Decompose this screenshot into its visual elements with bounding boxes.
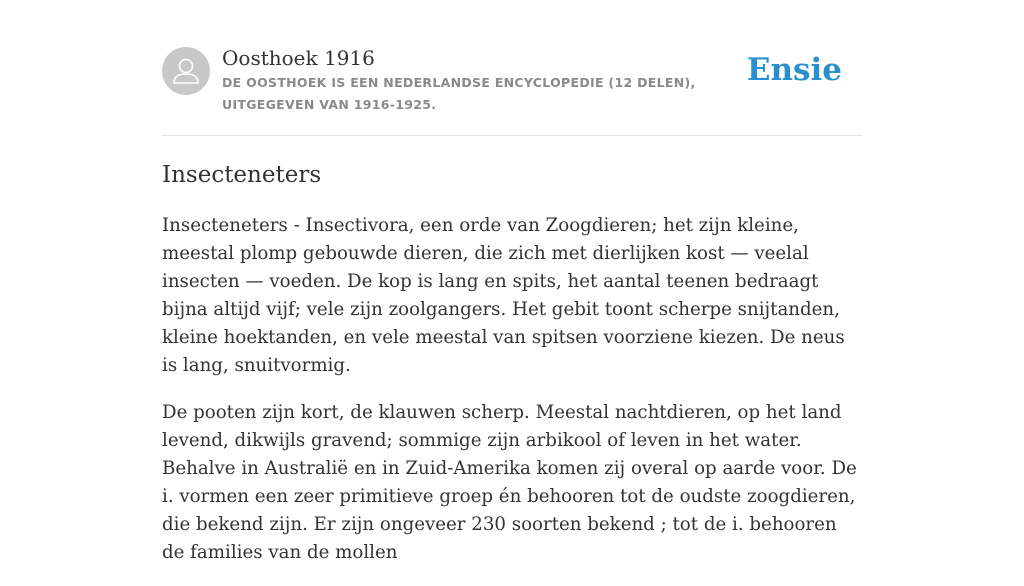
source-name[interactable]: Oosthoek 1916 [222, 46, 375, 70]
entry-title: Insecteneters [162, 162, 322, 188]
entry-body [162, 212, 862, 586]
entry-paragraph: Insecteneters - Insectivora, een orde van Zoogdieren; het zijn kleine, meestal plomp gebouwde dieren, die zich met dierlijken kost — veelal insecten — voeden. De kop is lang en spits, het aantal teenen bedraagt bijna altijd vijf; vele zijn zoolgangers. Het gebit toont scherpe snijtanden, kleine hoektanden, en vele meestal van spitsen voorziene kiezen. De neus is lang, snuitvormig. [162, 215, 845, 376]
user-icon[interactable] [162, 47, 210, 95]
entry-paragraph: De pooten zijn kort, de klauwen scherp. Meestal nachtdieren, op het land levend, dikwijls gravend; sommige zijn arbikool of leven in het water. Behalve in Australië en in Zuid-Amerika komen zij overal op aarde voor. De i. vormen een zeer primitieve groep én behooren tot de oudste zoogdieren, die bekend zijn. Er zijn ongeveer 230 soorten bekend ; tot de i. behooren de families van de mollen [162, 402, 857, 563]
divider [162, 135, 862, 136]
source-header [162, 46, 862, 118]
source-description: DE OOSTHOEK IS EEN NEDERLANDSE ENCYCLOPEDIE (12 DELEN), UITGEGEVEN VAN 1916-1925. [222, 75, 696, 112]
ensie-logo[interactable]: Ensie [746, 52, 842, 88]
